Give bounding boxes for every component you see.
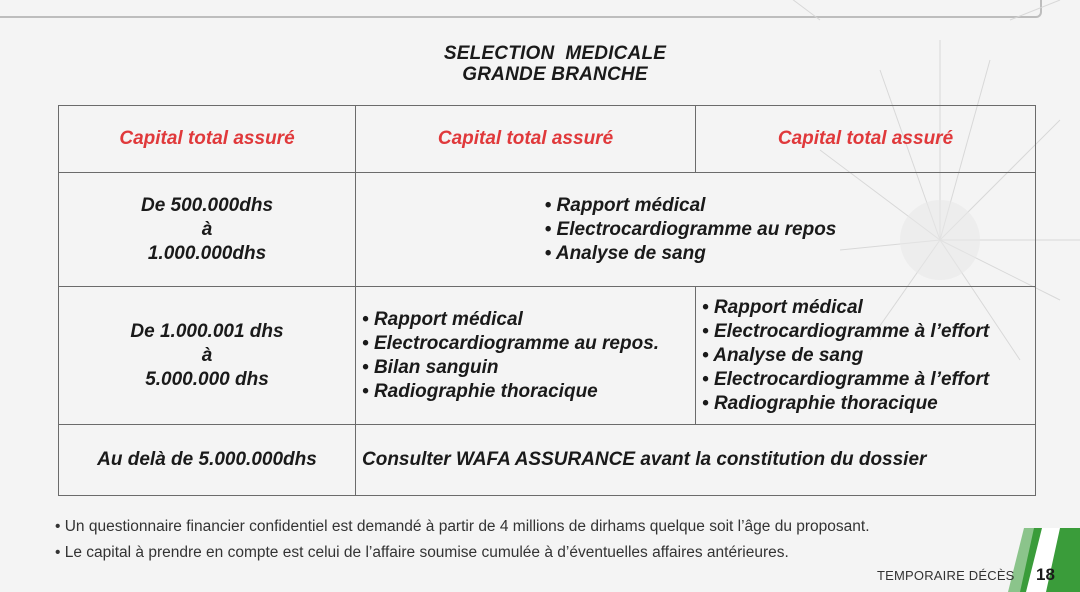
title-line-2: GRANDE BRANCHE (462, 64, 648, 85)
list-item: • Rapport médical (545, 194, 837, 218)
requirements-cell (356, 173, 1036, 287)
table-header-row (59, 106, 1036, 173)
requirements-list (702, 296, 1035, 416)
footnote-item: • Le capital à prendre en compte est celui de l’affaire soumise cumulée à d’éventuelles affaires antérieures. (55, 540, 870, 566)
table-row (59, 173, 1036, 287)
requirements-list (362, 308, 695, 404)
range-to: 1.000.000dhs (147, 242, 267, 264)
header-cell: Capital total assuré (696, 106, 1036, 173)
range-sep: à (201, 344, 213, 366)
capital-range-cell (59, 173, 356, 287)
capital-range-cell (59, 425, 356, 496)
range-to: 5.000.000 dhs (145, 368, 269, 390)
capital-range-cell (59, 287, 356, 425)
medical-selection-table (58, 105, 1036, 496)
requirements-cell (356, 425, 1036, 496)
requirements-cell (696, 287, 1036, 425)
table-row (59, 287, 1036, 425)
requirements-cell (356, 287, 696, 425)
footnotes (55, 514, 870, 566)
consult-text: Consulter WAFA ASSURANCE avant la constitution du dossier (362, 449, 927, 470)
header-cell: Capital total assuré (356, 106, 696, 173)
header-cell: Capital total assuré (59, 106, 356, 173)
list-item: • Electrocardiogramme au repos. (362, 332, 695, 356)
footer-section-label: TEMPORAIRE DÉCÈS (877, 568, 1015, 583)
list-item: • Rapport médical (362, 308, 695, 332)
range-from: Au delà de 5.000.000dhs (97, 449, 317, 470)
range-from: De 500.000dhs (140, 194, 274, 216)
list-item: • Analyse de sang (545, 242, 837, 266)
footnote-item: • Un questionnaire financier confidentiel est demandé à partir de 4 millions de dirhams quelque soit l’âge du proposant. (55, 514, 870, 540)
list-item: • Rapport médical (702, 296, 1035, 320)
requirements-list (545, 194, 837, 266)
range-sep: à (201, 218, 213, 240)
table-row (59, 425, 1036, 496)
list-item: • Electrocardiogramme au repos (545, 218, 837, 242)
top-border-line (0, 0, 1042, 18)
list-item: • Analyse de sang (702, 344, 1035, 368)
list-item: • Radiographie thoracique (702, 392, 1035, 416)
list-item: • Electrocardiogramme à l’effort (702, 368, 1035, 392)
page-number: 18 (1036, 565, 1055, 584)
title-line-1: SELECTION MEDICALE (443, 43, 667, 64)
list-item: • Electrocardiogramme à l’effort (702, 320, 1035, 344)
list-item: • Bilan sanguin (362, 356, 695, 380)
range-from: De 1.000.001 dhs (130, 320, 284, 342)
list-item: • Radiographie thoracique (362, 380, 695, 404)
page-title (0, 43, 1080, 85)
